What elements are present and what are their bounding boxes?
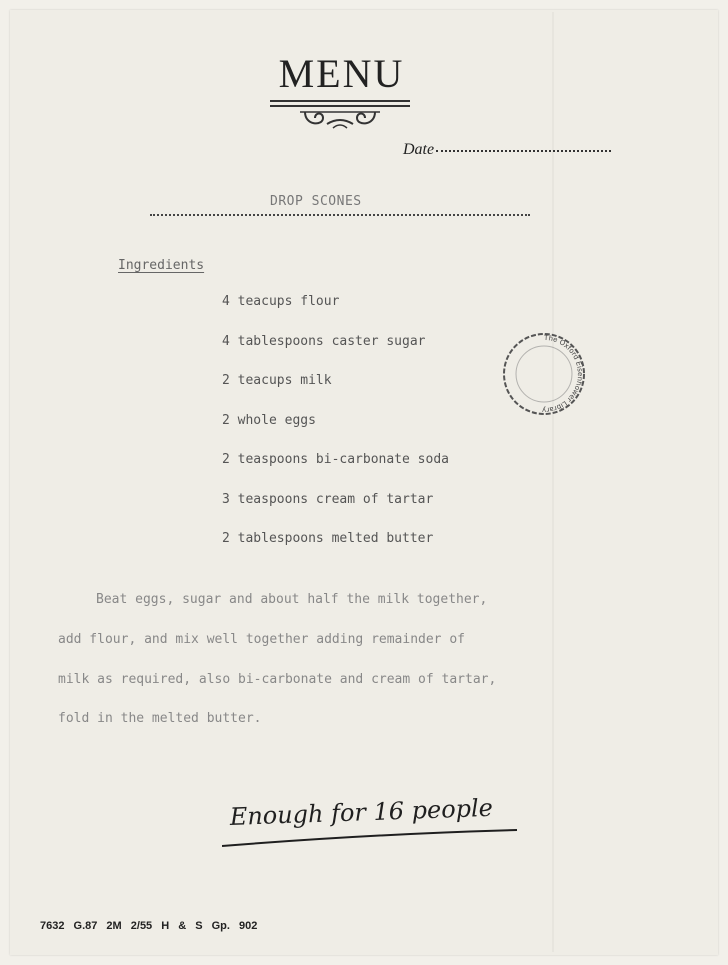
ingredient-line: 2 whole eggs	[222, 413, 316, 428]
ornament-flourish-icon	[295, 108, 385, 134]
ingredients-heading: Ingredients	[118, 258, 205, 273]
handwritten-note-text: Enough for 16 people	[229, 793, 494, 831]
ingredient-line: 2 teaspoons bi-carbonate soda	[222, 452, 449, 467]
method-line: fold in the melted butter.	[58, 711, 262, 726]
title-rule-top	[270, 100, 410, 102]
library-stamp	[500, 330, 588, 418]
handwritten-note	[222, 780, 522, 855]
date-field	[403, 141, 623, 159]
date-dotted-line	[436, 150, 611, 152]
menu-title	[0, 50, 683, 97]
dish-dotted-line	[150, 214, 530, 216]
print-code: 7632 G.87 2M 2/55 H & S Gp. 902	[40, 920, 258, 932]
ingredient-line: 4 tablespoons caster sugar	[222, 334, 426, 349]
title-rule-bottom	[270, 105, 410, 107]
method-line: Beat eggs, sugar and about half the milk together,	[96, 592, 488, 607]
ingredient-line: 3 teaspoons cream of tartar	[222, 492, 434, 507]
menu-title-text: MENU	[278, 51, 405, 96]
stamp-text: The Oxford Eisenhower Library	[541, 333, 584, 415]
method-line: milk as required, also bi-carbonate and cream of tartar,	[58, 672, 497, 687]
ingredient-line: 2 tablespoons melted butter	[222, 531, 434, 546]
ingredient-line: 2 teacups milk	[222, 373, 332, 388]
recipe-title: DROP SCONES	[270, 194, 362, 209]
method-line: add flour, and mix well together adding remainder of	[58, 632, 465, 647]
ingredient-line: 4 teacups flour	[222, 294, 340, 309]
date-label: Date	[403, 141, 435, 158]
